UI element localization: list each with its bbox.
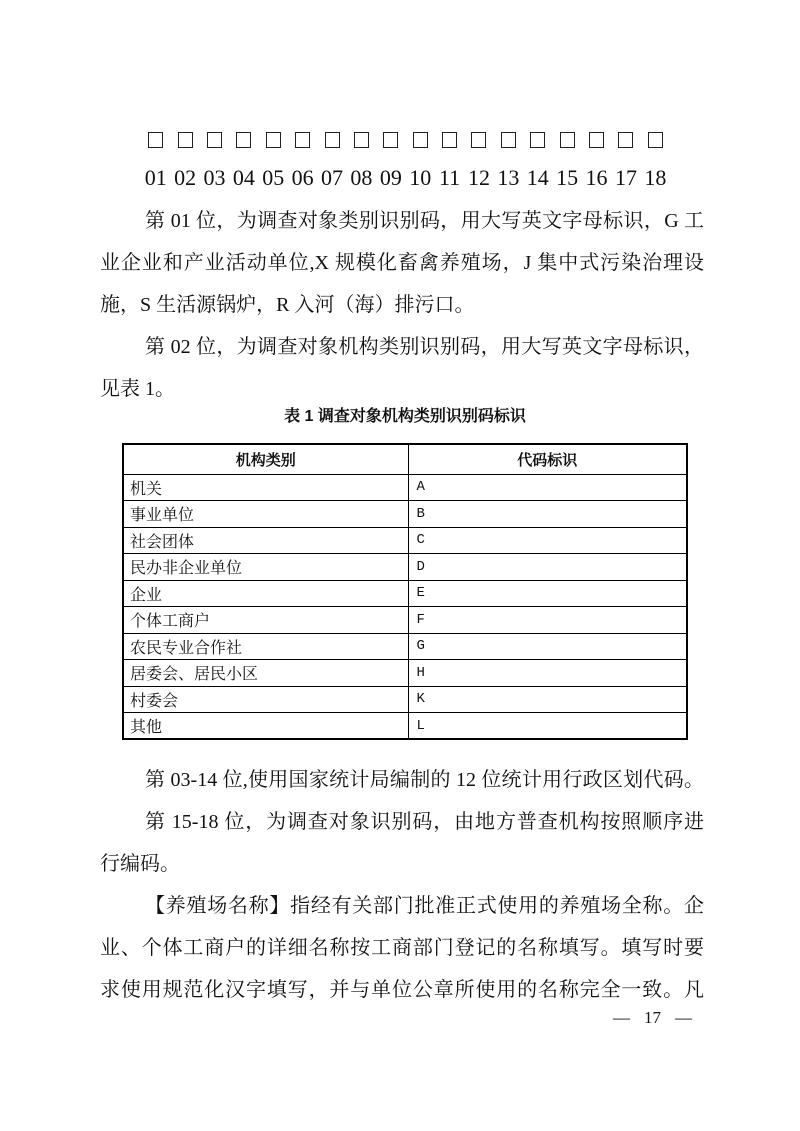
digit-label: 15 [556,165,579,190]
code-digit-labels [141,166,670,190]
digit-checkbox [354,132,369,148]
page-number [613,1008,692,1028]
code-cell: D [408,554,687,581]
text-line: 第 15-18 位，为调查对象识别码，由地方普查机构按照顺序进 [145,811,704,833]
digit-checkbox [648,132,663,148]
text-line: 行编码。 [100,853,180,875]
em-dash-left: — [613,1008,630,1027]
em-dash-right: — [675,1008,692,1027]
digit-box-cell [406,132,435,148]
category-cell: 个体工商户 [123,607,408,634]
category-cell: 农民专业合作社 [123,633,408,660]
code-cell: G [408,633,687,660]
body-paragraphs-top [100,200,704,410]
table-header-row [123,444,687,474]
digit-label: 13 [497,165,520,190]
category-cell: 居委会、居民小区 [123,660,408,687]
code-digit-boxes [141,132,670,148]
digit-checkbox [178,132,193,148]
category-cell: 社会团体 [123,527,408,554]
digit-label: 09 [379,165,402,190]
text-line: 业、个体工商户的详细名称按工商部门登记的名称填写。填写时要 [100,937,704,959]
table-row [123,633,687,660]
text-line: 第 01 位，为调查对象类别识别码，用大写英文字母标识，G 工 [145,210,704,232]
digit-box-cell [376,132,405,148]
digit-checkbox [325,132,340,148]
digit-checkbox [471,132,486,148]
text-line: 第 02 位，为调查对象机构类别识别码，用大写英文字母标识， [145,336,704,358]
code-cell: K [408,686,687,713]
digit-label: 12 [467,165,490,190]
text-line: 施，S 生活源锅炉，R 入河（海）排污口。 [100,294,475,316]
digit-box-cell [494,132,523,148]
digit-checkbox [148,132,163,148]
digit-label: 14 [526,165,549,190]
digit-checkbox [266,132,281,148]
digit-checkbox [236,132,251,148]
digit-box-cell [582,132,611,148]
code-cell: E [408,580,687,607]
digit-box-cell [523,132,552,148]
code-cell: F [408,607,687,634]
digit-box-cell [435,132,464,148]
category-cell: 民办非企业单位 [123,554,408,581]
digit-box-cell [611,132,640,148]
code-cell: C [408,527,687,554]
text-line: 业企业和产业活动单位,X 规模化畜禽养殖场，J 集中式污染治理设 [100,252,704,274]
digit-box-cell [288,132,317,148]
digit-label: 18 [644,165,667,190]
digit-box-cell [141,132,170,148]
digit-label: 07 [321,165,344,190]
text-line: 【养殖场名称】指经有关部门批准正式使用的养殖场全称。企 [145,895,704,917]
digit-label: 08 [350,165,373,190]
table-row [123,660,687,687]
digit-checkbox [530,132,545,148]
table-row [123,580,687,607]
table-title: 表 1 调查对象机构类别识别码标识 [284,408,526,425]
digit-box-cell [464,132,493,148]
column-header-category: 机构类别 [123,444,408,474]
digit-checkbox [501,132,516,148]
digit-label: 02 [174,165,197,190]
table-row [123,686,687,713]
digit-label: 06 [291,165,314,190]
body-paragraphs-bottom [100,759,704,1011]
digit-checkbox [560,132,575,148]
text-line: 第 03-14 位,使用国家统计局编制的 12 位统计用行政区划代码。 [145,769,704,791]
digit-box-cell [641,132,670,148]
digit-label: 10 [409,165,432,190]
category-cell: 事业单位 [123,501,408,528]
table-row [123,607,687,634]
text-line: 求使用规范化汉字填写，并与单位公章所使用的名称完全一致。凡 [100,979,704,1001]
text-line: 见表 1。 [100,378,175,400]
table-row [123,501,687,528]
category-cell: 其他 [123,713,408,740]
digit-box-cell [170,132,199,148]
category-cell: 村委会 [123,686,408,713]
digit-checkbox [413,132,428,148]
digit-box-cell [347,132,376,148]
category-cell: 机关 [123,474,408,501]
table-row [123,474,687,501]
digit-label: 05 [262,165,285,190]
code-cell: H [408,660,687,687]
digit-checkbox [589,132,604,148]
digit-label: 17 [614,165,637,190]
category-cell: 企业 [123,580,408,607]
page-number-value: 17 [644,1008,661,1027]
digit-box-cell [317,132,346,148]
table-row [123,527,687,554]
digit-box-cell [200,132,229,148]
digit-box-cell [552,132,581,148]
digit-checkbox [207,132,222,148]
digit-checkbox [295,132,310,148]
digit-checkbox [442,132,457,148]
table-row [123,713,687,740]
code-cell: A [408,474,687,501]
digit-checkbox [618,132,633,148]
digit-checkbox [383,132,398,148]
digit-box-cell [229,132,258,148]
digit-label: 16 [585,165,608,190]
code-cell: B [408,501,687,528]
digit-box-cell [259,132,288,148]
digit-label: 11 [439,165,461,190]
digit-label: 01 [144,165,167,190]
institution-code-table [122,443,688,740]
code-cell: L [408,713,687,740]
digit-label: 03 [203,165,226,190]
table-row [123,554,687,581]
column-header-code: 代码标识 [408,444,687,474]
digit-label: 04 [232,165,255,190]
